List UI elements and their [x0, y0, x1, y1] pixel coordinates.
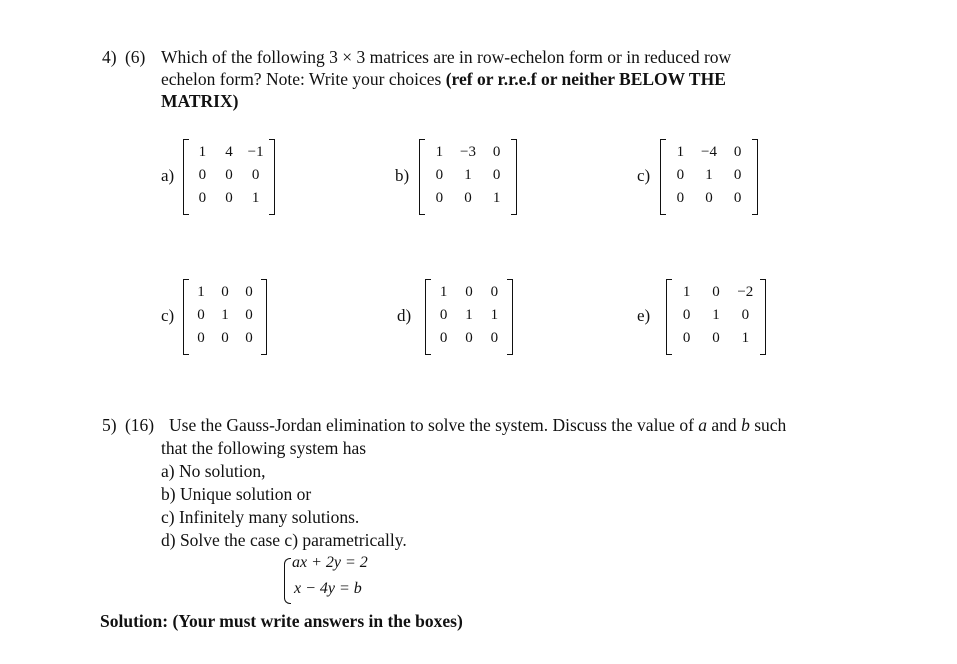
matrix-label: a): [161, 166, 175, 185]
matrix-cell: 1: [251, 190, 260, 206]
matrix-cell: −4: [701, 144, 717, 160]
q5-var-a: a: [698, 415, 708, 435]
matrix-cell: 1: [197, 284, 205, 300]
matrix-cell: 1: [198, 144, 207, 160]
q4-line2: [161, 68, 726, 90]
matrix-cell: 0: [464, 190, 472, 206]
matrix-cell: 1: [435, 144, 444, 160]
q5-var-b: b: [741, 415, 750, 435]
q5-option-a: a) No solution,: [161, 461, 266, 481]
matrix-cell: 0: [221, 284, 229, 300]
matrix-cell: 1: [464, 167, 472, 183]
matrix-cell: 0: [221, 330, 229, 346]
matrix-cell: 0: [490, 330, 499, 346]
matrix-cell: 0: [439, 307, 448, 323]
q4-points: (6): [124, 47, 146, 67]
matrix-label: c): [637, 166, 651, 185]
matrix-cell: 4: [225, 144, 233, 160]
matrix-cell: 0: [712, 284, 720, 300]
matrix-cell: 1: [221, 307, 229, 323]
matrix: [183, 139, 275, 213]
matrix-cell: 1: [705, 167, 713, 183]
matrix-cell: 0: [676, 167, 685, 183]
matrix-cell: 0: [465, 330, 473, 346]
q4-line1: Which of the following 3 × 3 matrices are in row-echelon form or in reduced row: [161, 47, 732, 67]
matrix-cell: 0: [435, 167, 444, 183]
q4-line3: MATRIX): [161, 91, 239, 111]
matrix-label: d): [397, 306, 412, 325]
matrix-cell: 0: [682, 307, 691, 323]
matrix-cell: 1: [741, 330, 750, 346]
matrix-cell: 1: [439, 284, 448, 300]
matrix: [425, 279, 513, 353]
q4-number-text: 4): [102, 47, 117, 67]
matrix-cell: 0: [198, 190, 207, 206]
matrix-cell: 1: [465, 307, 473, 323]
q5-number-text: 5): [102, 415, 117, 435]
q5-option-d: d) Solve the case c) parametrically.: [161, 530, 407, 550]
equation-2: x − 4y = b: [294, 580, 362, 597]
matrix-cell: 1: [712, 307, 720, 323]
right-bracket: [511, 139, 517, 215]
right-bracket: [261, 279, 267, 355]
matrix: [183, 279, 267, 353]
q5-number: [102, 414, 154, 436]
q5-line1-b: and: [707, 415, 742, 435]
q4-number: [102, 46, 145, 68]
matrix-label: b): [395, 166, 410, 185]
matrix-cell: 0: [682, 330, 691, 346]
matrix-cell: 1: [676, 144, 685, 160]
matrix-cell: 0: [225, 167, 233, 183]
matrix-cell: 0: [197, 307, 205, 323]
equation-1: ax + 2y = 2: [292, 554, 368, 571]
matrix-cell: 0: [435, 190, 444, 206]
right-bracket: [752, 139, 758, 215]
q5-line1-a: Use the Gauss-Jordan elimination to solve the system. Discuss the value of: [169, 415, 699, 435]
matrix-cell: 0: [676, 190, 685, 206]
matrix-cell: −2: [737, 284, 754, 300]
q4-line2-normal: echelon form? Note: Write your choices: [161, 69, 446, 89]
matrix-cell: 0: [712, 330, 720, 346]
matrix-cell: 1: [492, 190, 501, 206]
right-bracket: [507, 279, 513, 355]
matrix-cell: 1: [682, 284, 691, 300]
q5-line2: that the following system has: [161, 438, 367, 458]
matrix: [660, 139, 758, 213]
q4-line2-bold: (ref or r.r.e.f or neither BELOW THE: [445, 69, 726, 89]
matrix-cell: 0: [245, 330, 253, 346]
matrix-cell: 0: [490, 284, 499, 300]
matrix-cell: 0: [245, 307, 253, 323]
matrix-cell: 0: [705, 190, 713, 206]
matrix-cell: 0: [733, 167, 742, 183]
q5-line1: [169, 414, 786, 436]
matrix-cell: 0: [741, 307, 750, 323]
q5-option-b: b) Unique solution or: [161, 484, 312, 504]
q5-line1-c: such: [749, 415, 787, 435]
q5-option-c: c) Infinitely many solutions.: [161, 507, 360, 527]
system-brace: [284, 558, 291, 604]
right-bracket: [760, 279, 766, 355]
matrix-cell: 0: [225, 190, 233, 206]
matrix-label: c): [161, 306, 175, 325]
matrix: [419, 139, 517, 213]
matrix-cell: −1: [247, 144, 264, 160]
matrix: [666, 279, 766, 353]
matrix-cell: 0: [465, 284, 473, 300]
matrix-cell: 0: [492, 144, 501, 160]
matrix-cell: 0: [197, 330, 205, 346]
solution-heading: Solution: (Your must write answers in the boxes): [100, 611, 463, 631]
matrix-cell: 0: [492, 167, 501, 183]
matrix-cell: −3: [460, 144, 476, 160]
matrix-cell: 0: [251, 167, 260, 183]
matrix-cell: 0: [198, 167, 207, 183]
matrix-cell: 1: [490, 307, 499, 323]
matrix-cell: 0: [245, 284, 253, 300]
matrix-label: e): [637, 306, 651, 325]
matrix-cell: 0: [733, 144, 742, 160]
matrix-cell: 0: [733, 190, 742, 206]
matrix-cell: 0: [439, 330, 448, 346]
q5-points: (16): [124, 415, 155, 435]
right-bracket: [269, 139, 275, 215]
